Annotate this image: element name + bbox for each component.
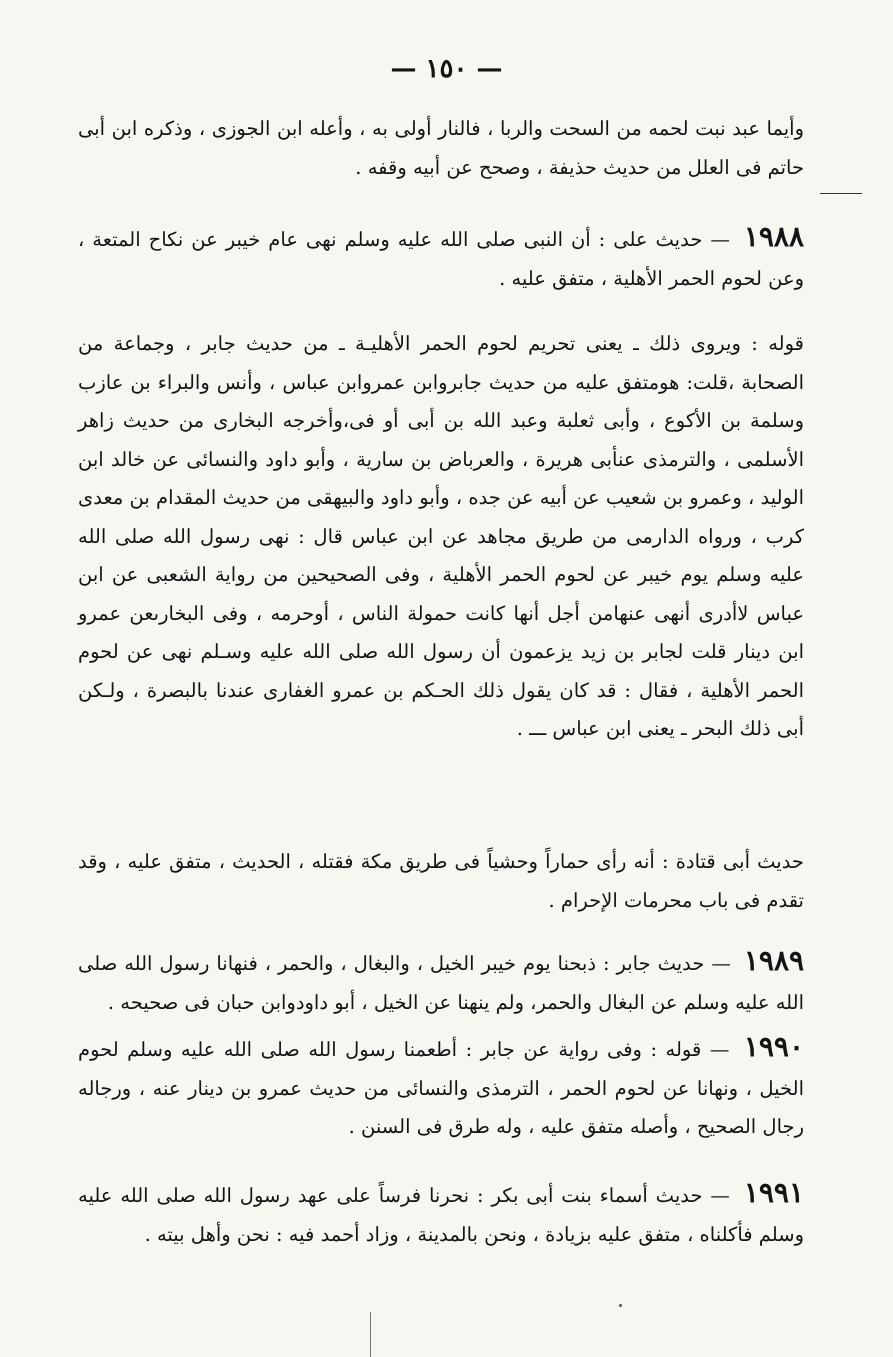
speck [619,1304,622,1307]
hadith-1989 [78,942,804,1022]
margin-rule [820,193,862,194]
hadith-number: ١٩٨٩ [743,944,805,977]
hadith-text: — حديث على : أن النبى صلى الله عليه وسلم نهى عام خيبر عن نكاح المتعة ، وعن لحوم الحمر الأهلية ، متفق عليه . [78,228,804,290]
commentary-paragraph: قوله : ويروى ذلك ـ يعنى تحريم لحوم الحمر الأهليـة ـ من حديث جابر ، وجماعة من الصحابة ،قلت: هومتفق عليه من حديث جابروابن عمروابن عباس ، وأنس والبراء بن عازب وسلمة بن الأكوع ، وأبى ثعلبة وعبد الله بن أبى أو فى،وأخرجه البخارى من حديث زاهر الأسلمى ، والترمذى عنأبى هريرة ، والعرباض بن سارية ، وأبو داود والنسائى عن خالد ابن الوليد ، وعمرو بن شعيب عن أبيه عن جده ، وأبو داود والبيهقى من حديث المقدام بن معدى كرب ، ورواه الدارمى من طريق مجاهد عن ابن عباس قال : نهى رسول الله صلى الله عليه وسلم يوم خيبر عن لحوم الحمر الأهلية ، وفى الصحيحين من رواية الشعبى عن ابن عباس لاأدرى أنهى عنهامن أجل أنها كانت حمولة الناس ، أوحرمه ، وفى البخارىعن عمرو ابن دينار قلت لجابر بن زيد يزعمون أن رسول الله صلى الله عليه وسـلم نهى عن لحوم الحمر الأهلية ، فقال : قد كان يقول ذلك الحـكم بن عمرو الغفارى عندنا بالبصرة ، ولـكن أبى ذلك البحر ـ يعنى ابن عباس ـــ . [78,332,804,740]
paragraph-qatada: حديث أبى قتادة : أنه رأى حماراً وحشياً فى طريق مكة فقتله ، الحديث ، متفق عليه ، وقد تقدم فى باب محرمات الإحرام . [78,850,804,912]
hadith-number: ١٩٨٨ [743,220,804,253]
hadith-number: ١٩٩١ [743,1176,804,1209]
page-number: — ١٥٠ — [390,54,503,84]
hadith-text: — حديث أسماء بنت أبى بكر : نحرنا فرساً على عهد رسول الله صلى الله عليه وسلم فأكلناه ، متفق عليه بزيادة ، ونحن بالمدينة ، وزاد أحمد فيه : نحن وأهل بيته . [78,1184,804,1246]
hadith-number: ١٩٩٠ [743,1030,804,1063]
paragraph-1: وأيما عبد نبت لحمه من السحت والربا ، فالنار أولى به ، وأعله ابن الجوزى ، وذكره ابن أبى حاتم فى العلل من حديث حذيفة ، وصحح عن أبيه وقفه . [78,117,804,179]
hadith-1991 [78,1174,804,1254]
hadith-text: — قوله : وفى رواية عن جابر : أطعمنا رسول الله صلى الله عليه وسلم لحوم الخيل ، ونهانا عن لحوم الحمر ، الترمذى والنسائى من حديث عمرو بن دينار عنه ، ورجاله رجال الصحيح ، وأصله متفق عليه ، وله طرق فى السنن . [78,1038,804,1138]
gutter-line [370,1312,371,1357]
hadith-1988 [78,218,804,298]
hadith-1990 [78,1028,804,1147]
hadith-text: — حديث جابر : ذبحنا يوم خيبر الخيل ، والبغال ، والحمر ، فنهانا رسول الله صلى الله عليه وسلم عن البغال والحمر، ولم ينهنا عن الخيل ، أبو داودوابن حبان فى صحيحه . [78,952,804,1014]
